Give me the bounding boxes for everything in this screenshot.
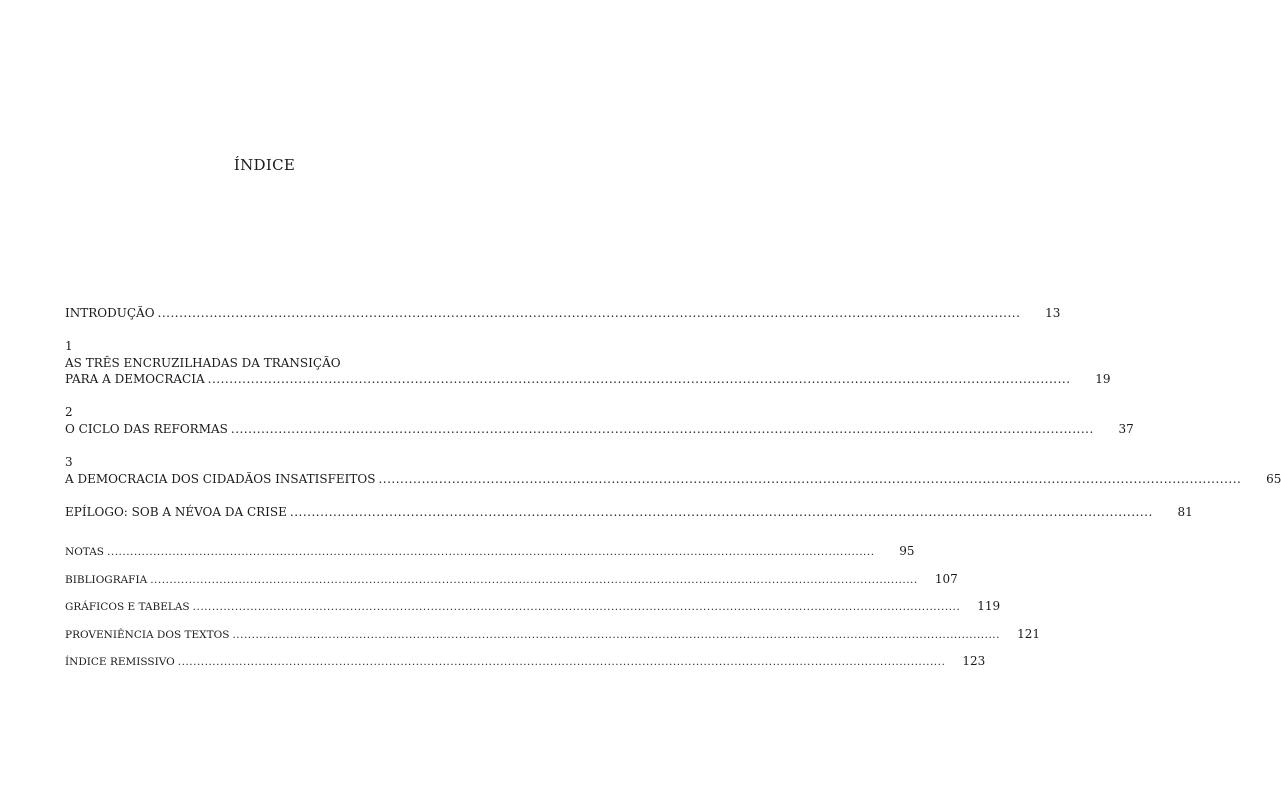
dot-leader: ........................................................................................................................................................................................................ [177, 656, 946, 668]
chapter-number: 2 [65, 405, 73, 419]
dot-leader: ........................................................................................................................................................................................................ [207, 372, 1071, 386]
dot-leader: ........................................................................................................................................................................................................ [107, 546, 875, 558]
toc-page-number: 107 [934, 572, 958, 586]
toc-entry-tres-encruzilhadas[interactable] [65, 371, 1111, 387]
toc-page-number: 13 [1045, 306, 1061, 320]
toc-entry-title: O CICLO DAS REFORMAS [65, 422, 228, 436]
toc-page-number: 95 [899, 544, 915, 558]
toc-entry-democracia-cidadaos[interactable] [65, 471, 1281, 487]
toc-entry-title: GRÁFICOS E TABELAS [65, 601, 190, 613]
toc-entry-title: A DEMOCRACIA DOS CIDADÃOS INSATISFEITOS [65, 472, 376, 486]
dot-leader: ........................................................................................................................................................................................................ [150, 574, 918, 586]
chapter-number: 3 [65, 455, 73, 469]
dot-leader: ........................................................................................................................................................................................................ [192, 601, 961, 613]
toc-entry-title: PROVENIÊNCIA DOS TEXTOS [65, 629, 230, 641]
toc-entry-bibliografia[interactable] [65, 571, 958, 587]
toc-entry-proveniencia[interactable] [65, 626, 1040, 642]
toc-page-number: 81 [1177, 505, 1193, 519]
toc-entry-indice-remissivo[interactable] [65, 653, 986, 669]
toc-page-number: 123 [962, 654, 986, 668]
toc-entry-title: ÍNDICE REMISSIVO [65, 656, 175, 668]
toc-page-number: 65 [1266, 472, 1281, 486]
toc-entry-title-line: AS TRÊS ENCRUZILHADAS DA TRANSIÇÃO [65, 356, 341, 370]
toc-entry-introducao[interactable] [65, 305, 1061, 321]
dot-leader: ........................................................................................................................................................................................................ [157, 306, 1021, 320]
toc-entry-epilogo[interactable] [65, 504, 1193, 520]
chapter-number: 1 [65, 339, 73, 353]
toc-entry-title: EPÍLOGO: SOB A NÉVOA DA CRISE [65, 505, 287, 519]
toc-entry-title: BIBLIOGRAFIA [65, 574, 148, 586]
toc-entry-title: PARA A DEMOCRACIA [65, 372, 205, 386]
toc-entry-notas[interactable] [65, 543, 915, 559]
toc-entry-title: INTRODUÇÃO [65, 306, 155, 320]
dot-leader: ........................................................................................................................................................................................................ [232, 629, 1000, 641]
toc-page-number: 37 [1118, 422, 1134, 436]
toc-entry-graficos-tabelas[interactable] [65, 598, 1001, 614]
toc-entry-title: NOTAS [65, 546, 105, 558]
toc-entry-ciclo-reformas[interactable] [65, 421, 1134, 437]
dot-leader: ........................................................................................................................................................................................................ [378, 472, 1242, 486]
toc-page-number: 119 [977, 599, 1001, 613]
dot-leader: ........................................................................................................................................................................................................ [289, 505, 1153, 519]
page-title: ÍNDICE [233, 156, 296, 174]
dot-leader: ........................................................................................................................................................................................................ [230, 422, 1094, 436]
toc-page-number: 19 [1095, 372, 1111, 386]
toc-page-number: 121 [1017, 627, 1040, 641]
